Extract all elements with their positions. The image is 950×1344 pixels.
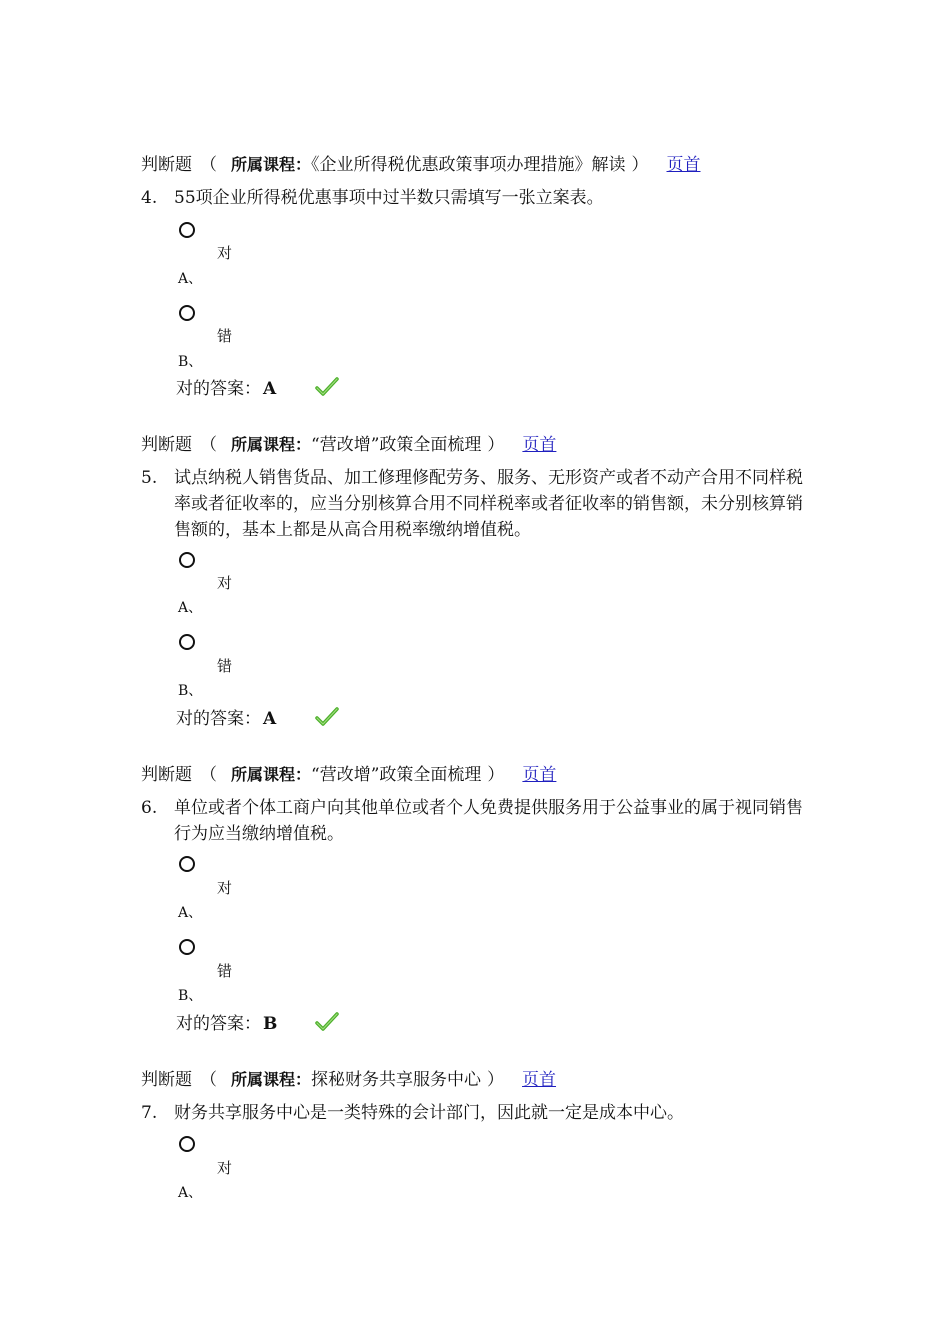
course-label: 所属课程： [231,155,312,174]
answer-value: B [263,1014,278,1034]
question-text: 财务共享服务中心是一类特殊的会计部门，因此就一定是成本中心。 [174,1103,684,1123]
question-header [141,434,556,456]
option-b-text: 错 [217,962,233,980]
correct-answer [176,377,276,401]
option-a-letter: A、 [178,1185,203,1201]
question-type: 判断题 [141,1070,192,1090]
course-name: 《企业所得税优惠政策事项办理措施》解读 [311,155,626,175]
course-label: 所属课程： [231,435,312,454]
question-header [141,1069,556,1091]
paren-open: （ [200,435,217,455]
option-a-text: 对 [217,1159,233,1177]
question-header [141,764,556,786]
correct-answer [176,1012,277,1036]
answer-label: 对的答案： [176,709,261,729]
question-header [141,154,701,176]
option-a-text: 对 [217,879,233,897]
question-number: 4. [141,188,158,208]
course-label: 所属课程： [231,1070,312,1089]
option-a-radio[interactable] [179,1136,195,1152]
paren-close: ） [487,765,505,785]
checkmark-icon [315,376,339,398]
paren-close: ） [487,1070,505,1090]
course-name: “营改增”政策全面梳理 [311,435,482,455]
question-number: 6. [141,798,158,818]
option-a-radio[interactable] [179,222,195,238]
option-b-text: 错 [217,657,233,675]
answer-value: A [263,709,277,729]
home-link[interactable]: 页首 [522,435,557,455]
option-b-letter: B、 [178,683,203,699]
option-a-radio[interactable] [179,856,195,872]
correct-answer [176,707,276,731]
option-b-letter: B、 [178,988,203,1004]
question-type: 判断题 [141,155,192,175]
option-b-text: 错 [217,327,233,345]
option-a-radio[interactable] [179,552,195,568]
question-type: 判断题 [141,435,192,455]
paren-open: （ [200,155,217,175]
course-name: 探秘财务共享服务中心 [311,1070,482,1090]
course-name: “营改增”政策全面梳理 [311,765,482,785]
option-b-letter: B、 [178,354,203,370]
option-a-text: 对 [217,244,233,262]
option-b-radio[interactable] [179,634,195,650]
home-link[interactable]: 页首 [522,1070,557,1090]
question-text: 单位或者个体工商户向其他单位或者个人免费提供服务用于公益事业的属于视同销售行为应当缴纳增值税。 [174,798,803,844]
paren-close: ） [487,435,505,455]
question-number: 5. [141,468,158,488]
checkmark-icon [315,1011,339,1033]
course-label: 所属课程： [231,765,312,784]
question-type: 判断题 [141,765,192,785]
question-number: 7. [141,1103,158,1123]
answer-label: 对的答案： [176,1014,261,1034]
option-a-text: 对 [217,574,233,592]
paren-open: （ [200,1070,217,1090]
option-b-radio[interactable] [179,305,195,321]
paren-close: ） [631,155,649,175]
home-link[interactable]: 页首 [522,765,557,785]
option-b-radio[interactable] [179,939,195,955]
answer-label: 对的答案： [176,379,261,399]
option-a-letter: A、 [178,600,203,616]
question-text: 试点纳税人销售货品、加工修理修配劳务、服务、无形资产或者不动产合用不同样税率或者征收率的，应当分别核算合用不同样税率或者征收率的销售额，未分别核算销售额的，基本上都是从高合用税率缴纳增值税。 [174,468,803,540]
question-text: 55项企业所得税优惠事项中过半数只需填写一张立案表。 [174,188,604,208]
home-link[interactable]: 页首 [666,155,701,175]
paren-open: （ [200,765,217,785]
checkmark-icon [315,706,339,728]
option-a-letter: A、 [178,271,203,287]
answer-value: A [263,379,277,399]
option-a-letter: A、 [178,905,203,921]
